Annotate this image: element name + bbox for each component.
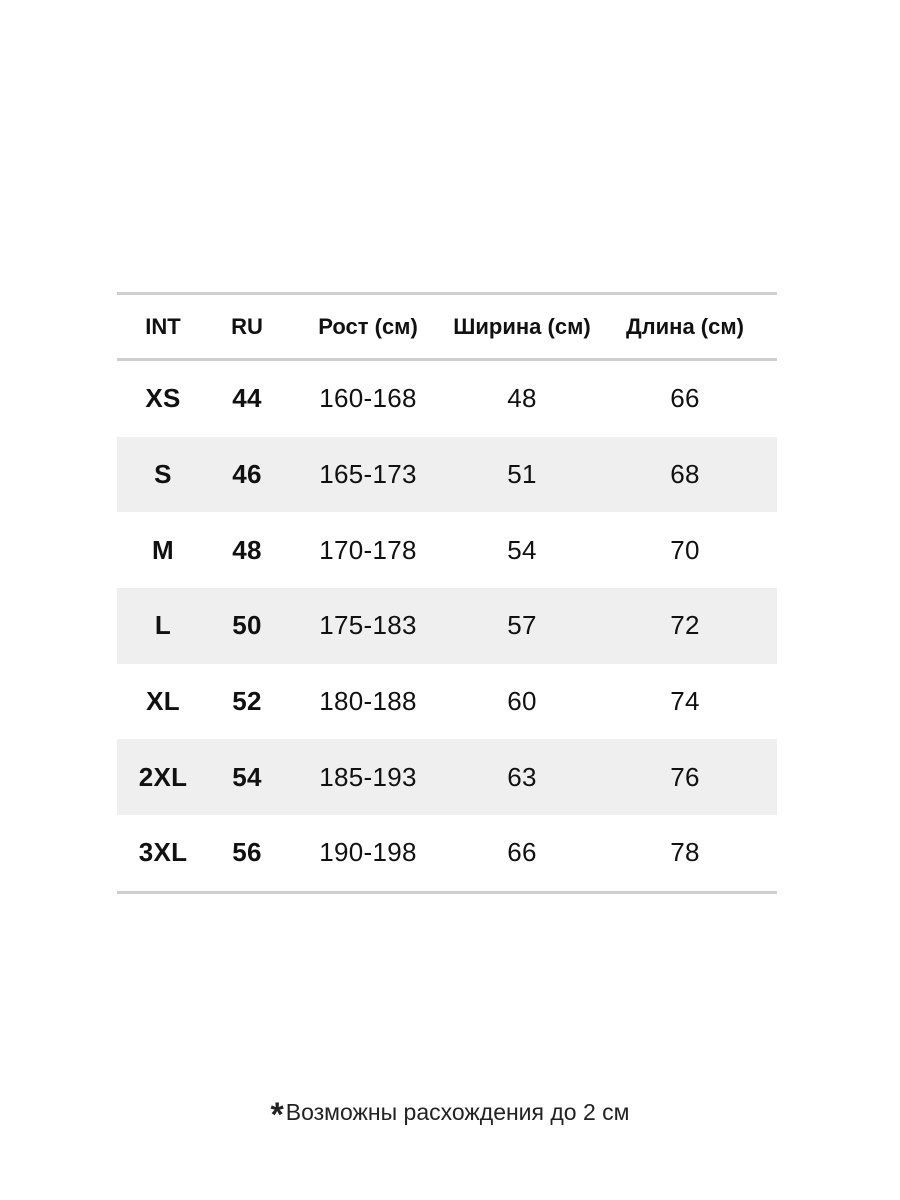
cell-length: 78 bbox=[670, 837, 700, 868]
table-row bbox=[117, 664, 777, 740]
header-width: Ширина (см) bbox=[453, 313, 591, 339]
cell-length: 72 bbox=[670, 610, 700, 641]
cell-height: 180-188 bbox=[319, 686, 417, 717]
cell-width: 48 bbox=[507, 383, 537, 414]
header-height: Рост (см) bbox=[318, 313, 418, 339]
cell-ru: 52 bbox=[232, 686, 262, 717]
cell-length: 76 bbox=[670, 761, 700, 792]
cell-height: 190-198 bbox=[319, 837, 417, 868]
cell-int: L bbox=[154, 610, 172, 641]
cell-length: 66 bbox=[670, 383, 700, 414]
cell-height: 165-173 bbox=[319, 459, 417, 490]
cell-ru: 46 bbox=[232, 459, 262, 490]
cell-int: 3XL bbox=[138, 837, 188, 868]
cell-height: 175-183 bbox=[319, 610, 417, 641]
cell-width: 54 bbox=[507, 534, 537, 565]
table-header-row bbox=[117, 295, 777, 358]
table-bottom-rule bbox=[117, 891, 777, 894]
header-int: INT bbox=[145, 313, 181, 339]
cell-height: 170-178 bbox=[319, 534, 417, 565]
cell-ru: 56 bbox=[232, 837, 262, 868]
cell-width: 57 bbox=[507, 610, 537, 641]
size-table bbox=[117, 292, 777, 894]
footnote-asterisk: * bbox=[270, 1096, 284, 1134]
cell-ru: 48 bbox=[232, 534, 262, 565]
cell-length: 68 bbox=[670, 459, 700, 490]
footnote bbox=[0, 1096, 900, 1135]
header-ru: RU bbox=[231, 313, 263, 339]
cell-int: 2XL bbox=[138, 761, 188, 792]
cell-width: 63 bbox=[507, 761, 537, 792]
table-row bbox=[117, 512, 777, 588]
table-row bbox=[117, 361, 777, 437]
cell-width: 66 bbox=[507, 837, 537, 868]
cell-width: 51 bbox=[507, 459, 537, 490]
table-row bbox=[117, 437, 777, 513]
cell-int: XL bbox=[146, 686, 180, 717]
cell-ru: 54 bbox=[232, 761, 262, 792]
cell-int: S bbox=[154, 459, 172, 490]
cell-length: 70 bbox=[670, 534, 700, 565]
cell-length: 74 bbox=[670, 686, 700, 717]
cell-ru: 44 bbox=[232, 383, 262, 414]
cell-ru: 50 bbox=[232, 610, 262, 641]
table-row bbox=[117, 588, 777, 664]
cell-height: 160-168 bbox=[319, 383, 417, 414]
cell-width: 60 bbox=[507, 686, 537, 717]
cell-height: 185-193 bbox=[319, 761, 417, 792]
cell-int: M bbox=[152, 534, 174, 565]
table-row bbox=[117, 815, 777, 891]
header-length: Длина (см) bbox=[626, 313, 744, 339]
footnote-text: Возможны расхождения до 2 см bbox=[285, 1099, 630, 1125]
cell-int: XS bbox=[145, 383, 181, 414]
table-row bbox=[117, 739, 777, 815]
